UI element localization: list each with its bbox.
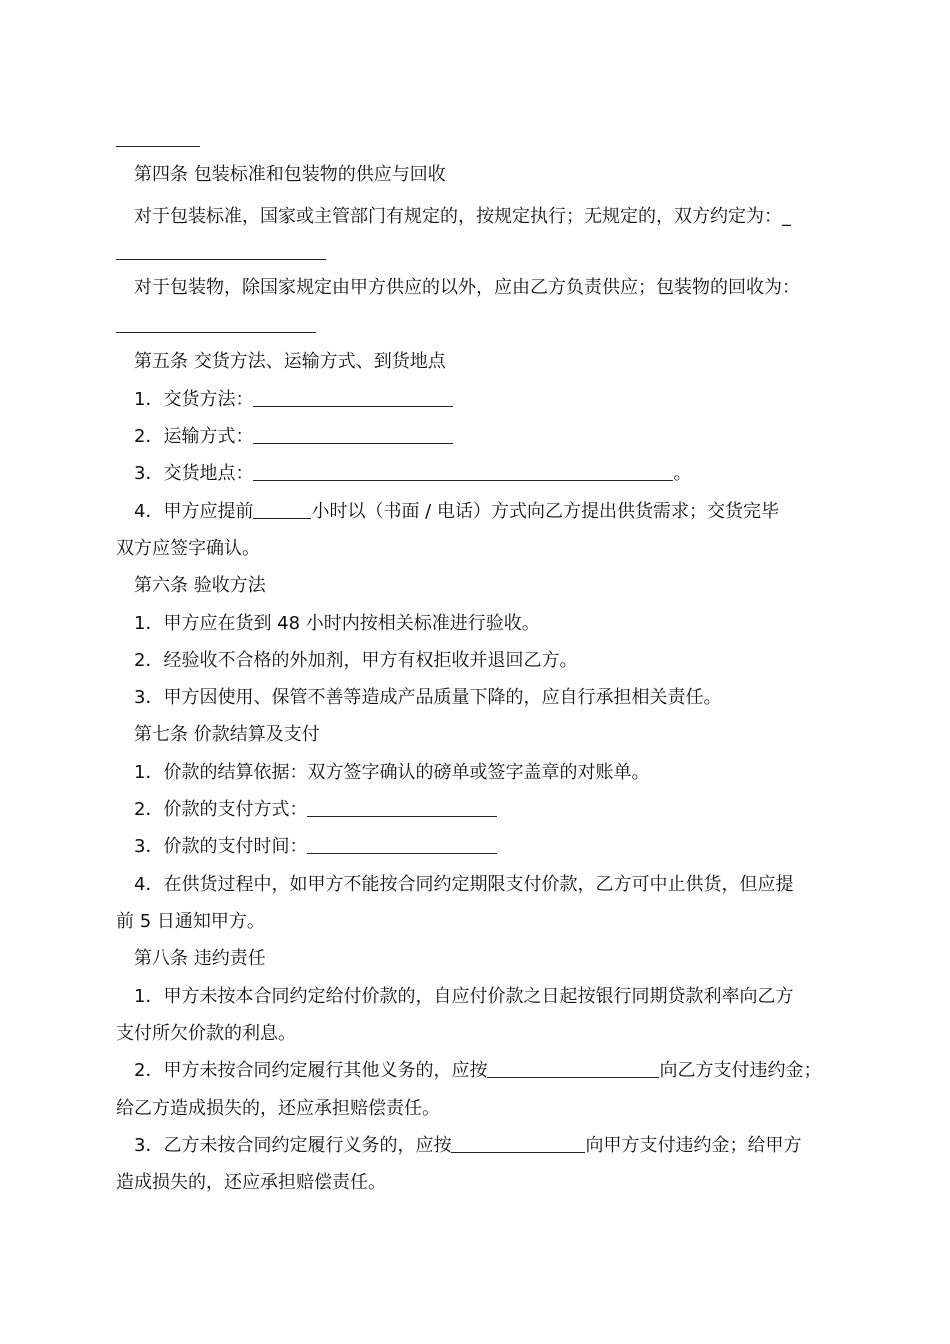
fill-blank <box>253 425 453 444</box>
article-8-item-3 <box>134 1134 801 1158</box>
article-7-item-4-cont: 前 5 日通知甲方。 <box>116 911 265 932</box>
article-7-item-2 <box>134 798 497 822</box>
fill-blank-line <box>116 146 200 147</box>
item-label: 1．交货方法： <box>134 389 254 410</box>
article-5-item-4-cont: 双方应签字确认。 <box>116 538 260 559</box>
article-4-paragraph-2: 对于包装物，除国家规定由甲方供应的以外，应由乙方负责供应；包装物的回收为： <box>134 277 800 298</box>
fill-blank <box>253 500 311 519</box>
item-text: 4．甲方应提前 <box>134 501 254 522</box>
article-8-item-2 <box>134 1059 821 1083</box>
article-8-item-1-cont: 支付所欠价款的利息。 <box>116 1023 296 1044</box>
fill-blank <box>487 1059 659 1078</box>
fill-blank-line <box>116 259 326 260</box>
item-text: 3．乙方未按合同约定履行义务的，应按 <box>134 1135 452 1156</box>
article-8-item-2-cont: 给乙方造成损失的，还应承担赔偿责任。 <box>116 1098 440 1119</box>
article-8-item-1: 1．甲方未按本合同约定给付价款的，自应付价款之日起按银行同期贷款利率向乙方 <box>134 986 794 1007</box>
fill-blank <box>451 1134 585 1153</box>
item-text: 向甲方支付违约金；给甲方 <box>585 1135 802 1156</box>
item-text: 小时以（书面 / 电话）方式向乙方提出供货需求；交货完毕 <box>311 501 779 522</box>
article-6-item-2: 2．经验收不合格的外加剂，甲方有权拒收并退回乙方。 <box>134 650 578 671</box>
article-5-item-2 <box>134 425 453 449</box>
item-label: 3．交货地点： <box>134 463 254 484</box>
item-text: 2．甲方未按合同约定履行其他义务的，应按 <box>134 1060 488 1081</box>
item-label: 3．价款的支付时间： <box>134 836 308 857</box>
article-7-item-1: 1．价款的结算依据：双方签字确认的磅单或签字盖章的对账单。 <box>134 762 650 783</box>
fill-blank <box>253 388 453 407</box>
item-text: 向乙方支付违约金； <box>659 1060 822 1081</box>
article-8-item-3-cont: 造成损失的，还应承担赔偿责任。 <box>116 1172 386 1193</box>
article-6-heading: 第六条 验收方法 <box>134 575 266 596</box>
fill-blank <box>307 798 497 817</box>
item-label: 2．运输方式： <box>134 426 254 447</box>
fill-blank-line <box>116 332 316 333</box>
fill-blank <box>253 462 673 481</box>
article-7-heading: 第七条 价款结算及支付 <box>134 724 320 745</box>
item-end: 。 <box>673 463 692 484</box>
article-6-item-1: 1．甲方应在货到 48 小时内按相关标准进行验收。 <box>134 613 540 634</box>
article-4-paragraph-1: 对于包装标准，国家或主管部门有规定的，按规定执行；无规定的，双方约定为：_ <box>134 206 791 227</box>
article-5-heading: 第五条 交货方法、运输方式、到货地点 <box>134 351 446 372</box>
article-7-item-4: 4．在供货过程中，如甲方不能按合同约定期限支付价款，乙方可中止供货，但应提 <box>134 874 794 895</box>
article-8-heading: 第八条 违约责任 <box>134 948 266 969</box>
article-4-heading: 第四条 包装标准和包装物的供应与回收 <box>134 164 446 185</box>
article-5-item-3 <box>134 462 691 486</box>
article-5-item-1 <box>134 388 453 412</box>
article-5-item-4 <box>134 500 779 524</box>
article-7-item-3 <box>134 835 497 859</box>
article-6-item-3: 3．甲方因使用、保管不善等造成产品质量下降的，应自行承担相关责任。 <box>134 687 722 708</box>
item-label: 2．价款的支付方式： <box>134 799 308 820</box>
fill-blank <box>307 835 497 854</box>
